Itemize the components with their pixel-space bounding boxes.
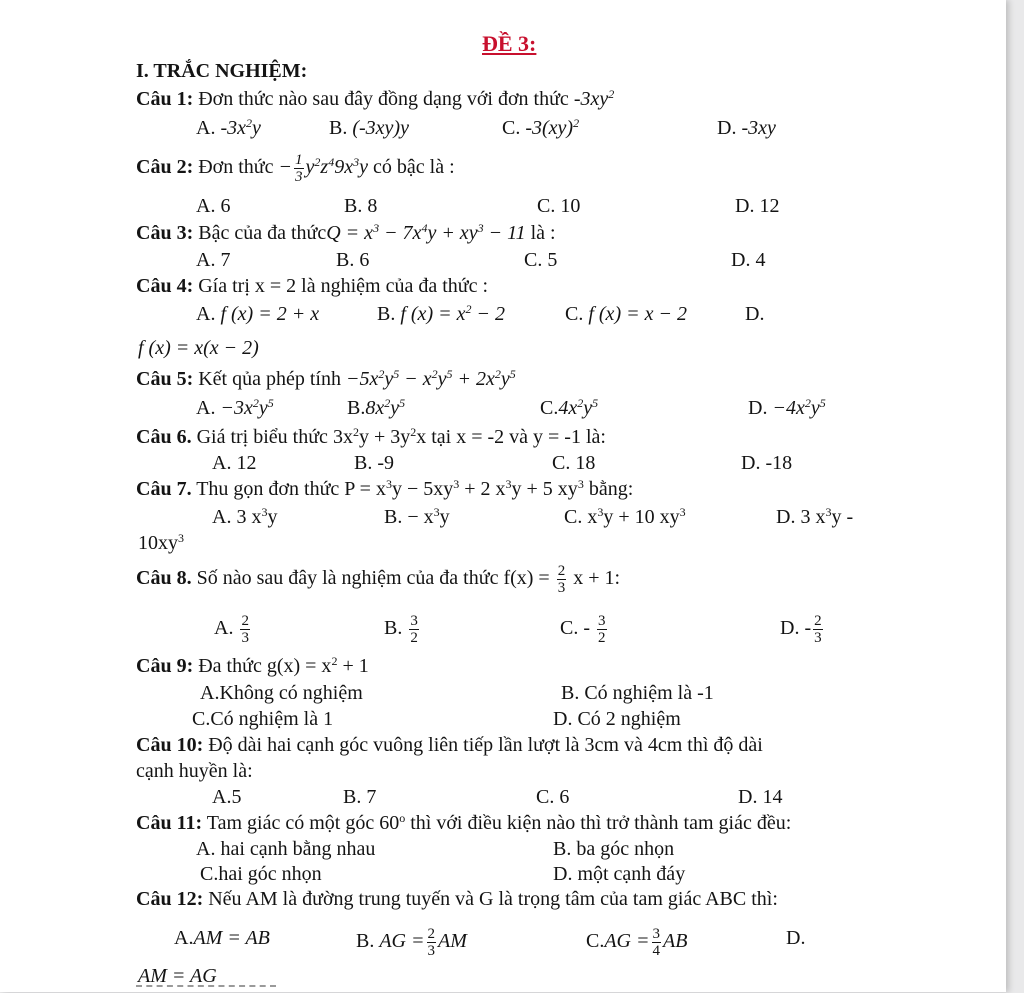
q3-option-d: D. 4	[731, 249, 766, 271]
q1-option-d: D. -3xy	[717, 117, 776, 139]
q3-option-a: A. 7	[196, 249, 231, 271]
q7-option-c: C. $x^3y + 10$ $xy^3$	[564, 505, 686, 528]
q9-option-a: A.Không có nghiệm	[200, 682, 363, 704]
question-9: Câu 9: Đa thức $g(x) = x^2 + 1$	[136, 654, 369, 677]
q6-option-d: D. -18	[741, 452, 793, 474]
q11-option-d: D. một cạnh đáy	[553, 863, 686, 885]
q7-option-d: D. 3 $x^3y$ -	[776, 505, 854, 528]
q7-option-b: B. − $x^3y$	[384, 505, 450, 528]
question-2: Câu 2: Đơn thức − $\frac{1}{3}$ $y^2z^49x^3y$ có bậc là :	[136, 152, 455, 185]
q4-option-d-expr: f (x) = x(x − 2)	[138, 337, 259, 359]
question-6: Câu 6. Giá trị biểu thức $3x^2y + 3y^2x$ tại x = -2 và y = -1 là:	[136, 425, 606, 448]
q8-option-c: C. - $\frac{3}{2}$	[560, 613, 606, 646]
q7-option-d-cont: $10xy^3$	[138, 531, 184, 554]
q12-option-a: A.AM = AB	[174, 927, 270, 949]
q10-option-d: D. 14	[738, 786, 783, 808]
q6-option-a: A. 12	[212, 452, 257, 474]
fraction: $\frac{1}{3}$	[295, 152, 303, 185]
question-7: Câu 7. Thu gọn đơn thức $P = x^3y - 5xy^3 + 2$ $x^3y + 5$ $xy^3$ bằng:	[136, 477, 634, 500]
q1-option-b: B. (-3xy)y	[329, 117, 409, 139]
q12-option-d: D.	[786, 927, 806, 949]
q4-option-c: C. f (x) = x − 2	[565, 303, 687, 325]
q12-option-b: B. AG = $\frac{2}{3}$ AM	[356, 926, 467, 959]
question-11: Câu 11: Tam giác có một góc 60$^o$ thì với điều kiện nào thì trở thành tam giác đều:	[136, 811, 792, 834]
q11-option-c: C.hai góc nhọn	[200, 863, 322, 885]
question-4: Câu 4: Gía trị x = 2 là nghiệm của đa thức :	[136, 275, 489, 297]
q6-option-b: B. -9	[354, 452, 394, 474]
question-1	[136, 87, 614, 111]
q10-option-c: C. 6	[536, 786, 570, 808]
question-label: Câu 1:	[136, 88, 194, 110]
q7-option-a: A. 3 $x^3y$	[212, 505, 278, 528]
q3-option-c: C. 5	[524, 249, 558, 271]
question-3: Câu 3: Bậc của đa thứcQ = $x^3 - 7x^4y + xy^3 - 11$ là :	[136, 221, 556, 244]
question-10-cont: cạnh huyền là:	[136, 760, 253, 782]
q3-option-b: B. 6	[336, 249, 370, 271]
q11-option-b: B. ba góc nhọn	[553, 838, 675, 860]
q9-option-d: D. Có 2 nghiệm	[553, 708, 681, 730]
q9-option-c: C.Có nghiệm là 1	[192, 708, 334, 730]
question-12: Câu 12: Nếu AM là đường trung tuyến và G là trọng tâm của tam giác ABC thì:	[136, 888, 778, 910]
question-expr: $-3xy^2$	[573, 87, 615, 110]
q4-option-b: B. f $(x) = x^2 - 2$	[377, 302, 505, 325]
q1-option-c: C. -3(xy)$^2$	[502, 116, 580, 139]
q8-option-b: B. $\frac{3}{2}$	[384, 613, 418, 646]
q10-option-b: B. 7	[343, 786, 377, 808]
q2-option-d: D. 12	[735, 195, 780, 217]
q2-option-c: C. 10	[537, 195, 581, 217]
exam-title: ĐỀ 3:	[482, 31, 537, 56]
q9-option-b: B. Có nghiệm là -1	[561, 682, 714, 704]
q4-option-d: D.	[745, 303, 765, 325]
q5-option-b: $B.8x^2y^5$	[347, 396, 406, 419]
q6-option-c: C. 18	[552, 452, 596, 474]
q12-option-c: C.AG = $\frac{3}{4}$ AB	[586, 926, 688, 959]
question-text: Đơn thức nào sau đây đồng dạng với đơn thức	[198, 88, 569, 110]
q8-option-a: A. $\frac{2}{3}$	[214, 613, 249, 646]
q1-option-a: A. $-3x^2y$	[196, 116, 261, 139]
q2-option-a: A. 6	[196, 195, 231, 217]
fraction: $\frac{2}{3}$	[557, 563, 566, 596]
question-8: Câu 8. Số nào sau đây là nghiệm của đa thức f(x) = $\frac{2}{3}$ x + 1:	[136, 563, 621, 596]
q8-option-d: D. - $\frac{2}{3}$	[780, 613, 822, 646]
q12-option-d-expr: AM = AG	[138, 965, 217, 987]
q5-option-c: $C.4x^2y^5$	[540, 396, 599, 419]
q5-option-d: D. $-4x^2y^5$	[748, 396, 826, 419]
q10-option-a: A.5	[212, 786, 242, 808]
question-10: Câu 10: Độ dài hai cạnh góc vuông liên tiếp lần lượt là 3cm và 4cm thì độ dài	[136, 734, 763, 756]
q2-option-b: B. 8	[344, 195, 378, 217]
q4-option-a: A. f (x) = 2 + x	[196, 303, 320, 325]
q11-option-a: A. hai cạnh bằng nhau	[196, 838, 376, 860]
question-label: Câu 2:	[136, 156, 194, 179]
q5-option-a: A. $-3x^2y^5$	[196, 396, 274, 419]
section-heading: I. TRẮC NGHIỆM:	[136, 60, 308, 82]
question-5: Câu 5: Kết qủa phép tính $-5x^2y^5 - x^2y^5 + 2x^2y^5$	[136, 367, 516, 390]
